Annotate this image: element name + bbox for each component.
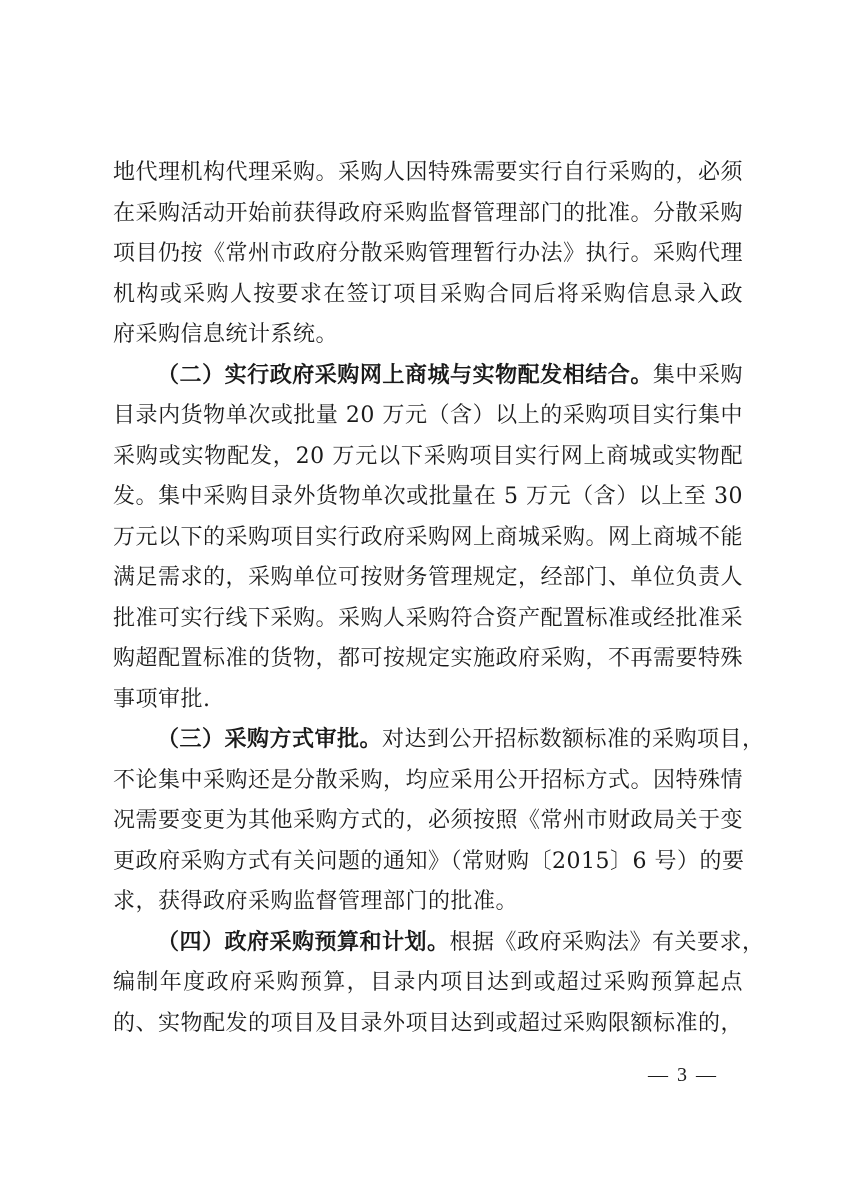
text-line: 购超配置标准的货物，都可按规定实施政府采购，不再需要特殊	[113, 646, 744, 671]
text-line: 发。集中采购目录外货物单次或批量在 5 万元（含）以上至 30	[113, 484, 743, 509]
section-heading: （四）政府采购预算和计划。	[157, 929, 450, 955]
document-body	[113, 153, 765, 1044]
text-line: 况需要变更为其他采购方式的，必须按照《常州市财政局关于变	[113, 808, 744, 833]
text-line: 满足需求的，采购单位可按财务管理规定，经部门、单位负责人	[113, 565, 744, 590]
paragraph-heading-line: （二）实行政府采购网上商城与实物配发相结合。集中采购	[157, 362, 743, 388]
text-line: 批准可实行线下采购。采购人采购符合资产配置标准或经批准采	[113, 605, 744, 631]
text-line: 事项审批.	[113, 686, 211, 712]
text-line: 编制年度政府采购预算，目录内项目达到或超过采购预算起点	[113, 970, 743, 995]
text-line: 机构或采购人按要求在签订项目采购合同后将采购信息录入政	[113, 281, 743, 307]
text-line: 在采购活动开始前获得政府采购监督管理部门的批准。分散采购	[113, 200, 744, 226]
paragraph-1	[113, 153, 743, 356]
page-number: — 3 —	[648, 1064, 718, 1086]
text-line: 地代理机构代理采购。采购人因特殊需要实行自行采购的，必须	[113, 160, 744, 185]
text-line: 目录内货物单次或批量 20 万元（含）以上的采购项目实行集中	[113, 403, 743, 428]
section-heading: （二）实行政府采购网上商城与实物配发相结合。	[157, 362, 653, 388]
text-line: 府采购信息统计系统。	[113, 322, 339, 347]
text-line: 的、实物配发的项目及目录外项目达到或超过采购限额标准的，	[113, 1010, 744, 1036]
paragraph-3	[113, 720, 765, 923]
text-line: 万元以下的采购项目实行政府采购网上商城采购。网上商城不能	[113, 524, 744, 550]
paragraph-heading-line: （四）政府采购预算和计划。根据《政府采购法》有关要求，	[157, 929, 765, 955]
paragraph-heading-line: （三）采购方式审批。对达到公开招标数额标准的采购项目，	[157, 727, 765, 752]
text-line: 求，获得政府采购监督管理部门的批准。	[113, 889, 519, 914]
paragraph-4	[113, 923, 765, 1045]
text-line: 不论集中采购还是分散采购，均应采用公开招标方式。因特殊情	[113, 767, 744, 793]
text-line: 更政府采购方式有关问题的通知》（常财购〔2015〕6 号）的要	[113, 848, 745, 874]
paragraph-2	[113, 356, 743, 721]
text-line: 项目仍按《常州市政府分散采购管理暂行办法》执行。采购代理	[113, 241, 744, 266]
section-heading: （三）采购方式审批。	[157, 727, 383, 752]
text-line: 采购或实物配发，20 万元以下采购项目实行网上商城或实物配	[113, 443, 743, 469]
